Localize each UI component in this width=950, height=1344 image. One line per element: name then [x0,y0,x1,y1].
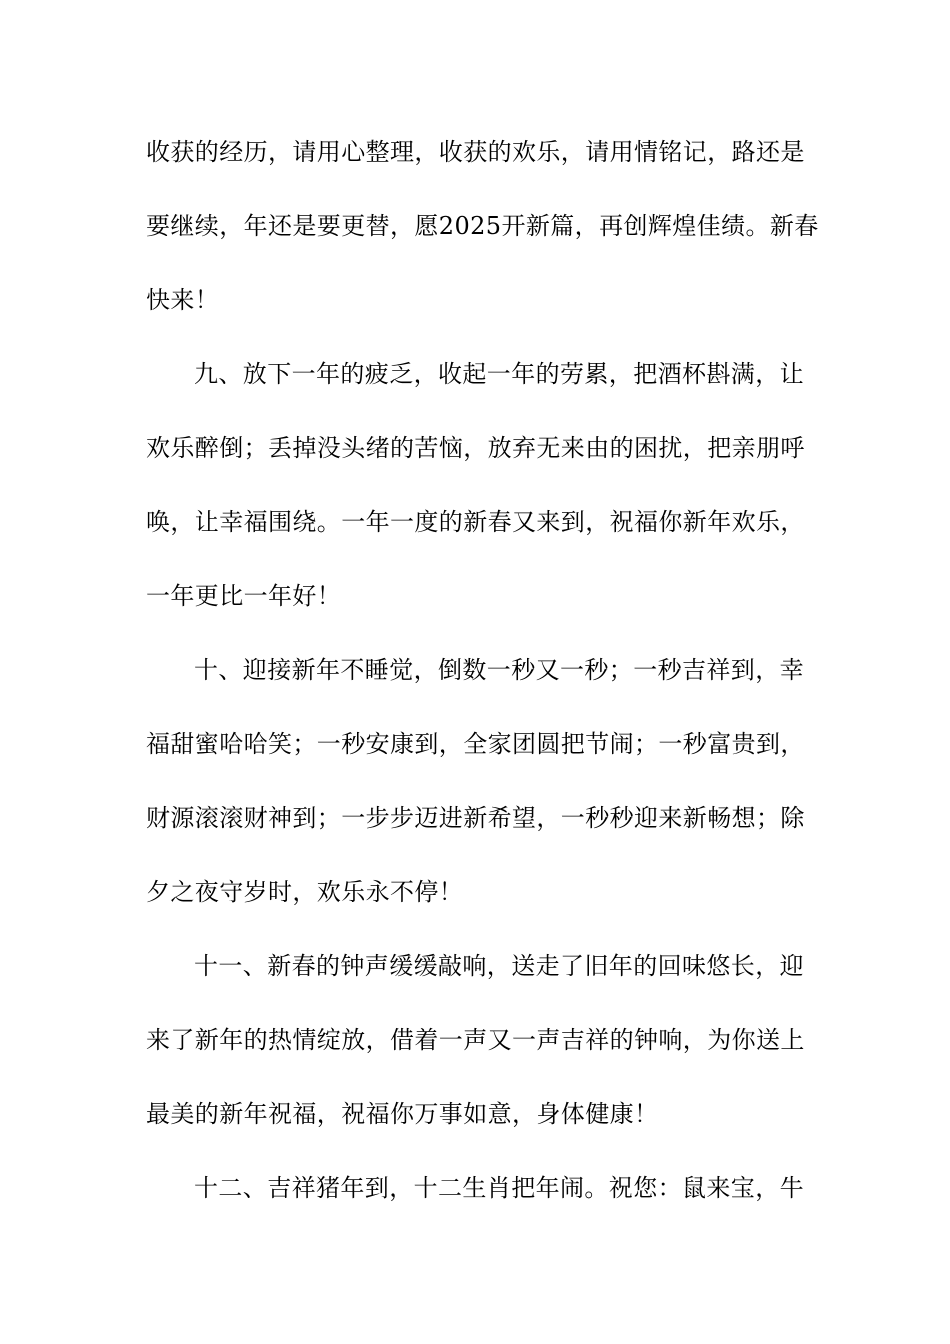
text-line: 最美的新年祝福，祝福你万事如意，身体健康！ [146,1100,659,1128]
paragraph-9-first-line: 九、放下一年的疲乏，收起一年的劳累，把酒杯斟满，让 [194,360,804,388]
text-line: 来了新年的热情绽放，借着一声又一声吉祥的钟响，为你送上 [146,1026,805,1054]
paragraph-12-first-line: 十二、吉祥猪年到，十二生肖把年闹。祝您：鼠来宝，牛 [194,1174,804,1202]
text-line: 快来！ [146,286,220,314]
text-line: 欢乐醉倒；丢掉没头绪的苦恼，放弃无来由的困扰，把亲朋呼 [146,434,805,462]
text-line: 夕之夜守岁时，欢乐永不停！ [146,878,464,906]
paragraph-10-first-line: 十、迎接新年不睡觉，倒数一秒又一秒；一秒吉祥到，幸 [194,656,804,684]
text-line: 收获的经历，请用心整理，收获的欢乐，请用情铭记，路还是 [146,138,805,166]
paragraph-11-first-line: 十一、新春的钟声缓缓敲响，送走了旧年的回味悠长，迎 [194,952,804,980]
text-line: 唤，让幸福围绕。一年一度的新春又来到，祝福你新年欢乐， [146,508,805,536]
text-line: 一年更比一年好！ [146,582,342,610]
text-line: 福甜蜜哈哈笑；一秒安康到，全家团圆把节闹；一秒富贵到， [146,730,805,758]
text-line: 财源滚滚财神到；一步步迈进新希望，一秒秒迎来新畅想；除 [146,804,805,832]
text-line: 要继续，年还是要更替，愿2025开新篇，再创辉煌佳绩。新春 [146,212,819,240]
